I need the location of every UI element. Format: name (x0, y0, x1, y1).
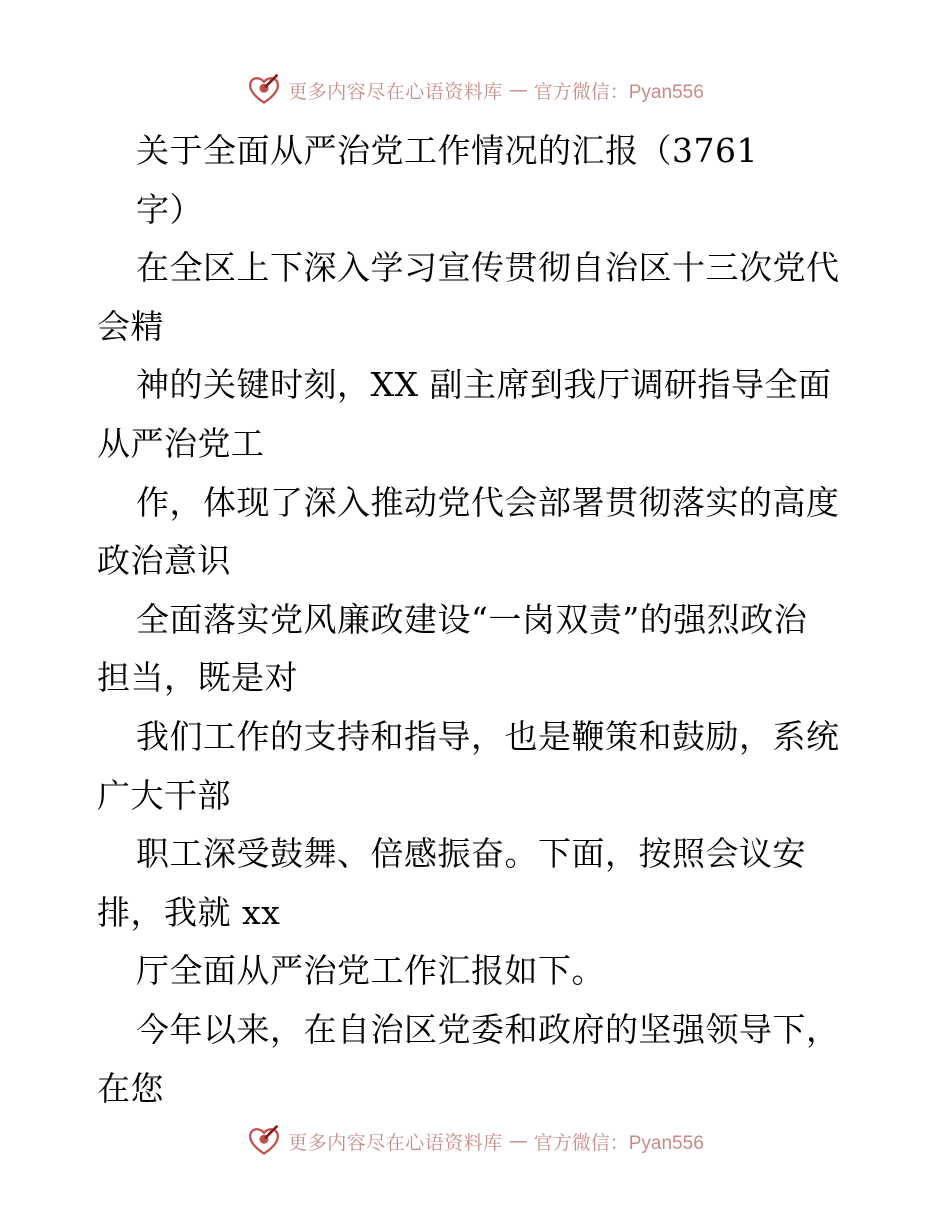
body-line: 担当，既是对 (97, 658, 298, 698)
body-line: 全面落实党风廉政建设“一岗双责”的强烈政治 (136, 599, 808, 639)
watermark-separator: — (508, 79, 528, 101)
body-line: 从严治党工 (97, 423, 265, 463)
document-title-line: 关于全面从严治党工作情况的汇报（3761 (136, 131, 758, 170)
watermark-title: 更多内容尽在心语资料库 (288, 80, 503, 103)
body-line: 我们工作的支持和指导，也是鞭策和鼓励，系统 (136, 716, 840, 756)
watermark-separator: — (508, 1130, 528, 1152)
body-line: 职工深受鼓舞、倍感振奋。下面，按照会议安 (136, 834, 806, 874)
footer-watermark (0, 1121, 950, 1161)
body-line: 神的关键时刻，XX 副主席到我厅调研指导全面 (136, 365, 832, 405)
body-line: 排，我就 xx (97, 892, 281, 932)
watermark-contact: 官方微信：Pyan556 (533, 81, 704, 103)
document-body (97, 122, 857, 1118)
watermark-title: 更多内容尽在心语资料库 (288, 1131, 503, 1154)
body-line: 厅全面从严治党工作汇报如下。 (136, 951, 605, 991)
document-title-line: 字） (136, 189, 203, 229)
body-line: 今年以来，在自治区党委和政府的坚强领导下， (136, 1009, 840, 1049)
heart-pen-logo-icon (246, 72, 282, 108)
watermark-contact: 官方微信：Pyan556 (533, 1132, 704, 1154)
body-line: 会精 (97, 306, 164, 346)
body-line: 作，体现了深入推动党代会部署贯彻落实的高度 (136, 482, 840, 522)
header-watermark (0, 70, 950, 110)
body-line: 在您 (97, 1068, 164, 1108)
body-line: 在全区上下深入学习宣传贯彻自治区十三次党代 (136, 248, 840, 288)
body-line: 政治意识 (97, 541, 231, 581)
body-line: 广大干部 (97, 775, 231, 815)
heart-pen-logo-icon (246, 1123, 282, 1159)
